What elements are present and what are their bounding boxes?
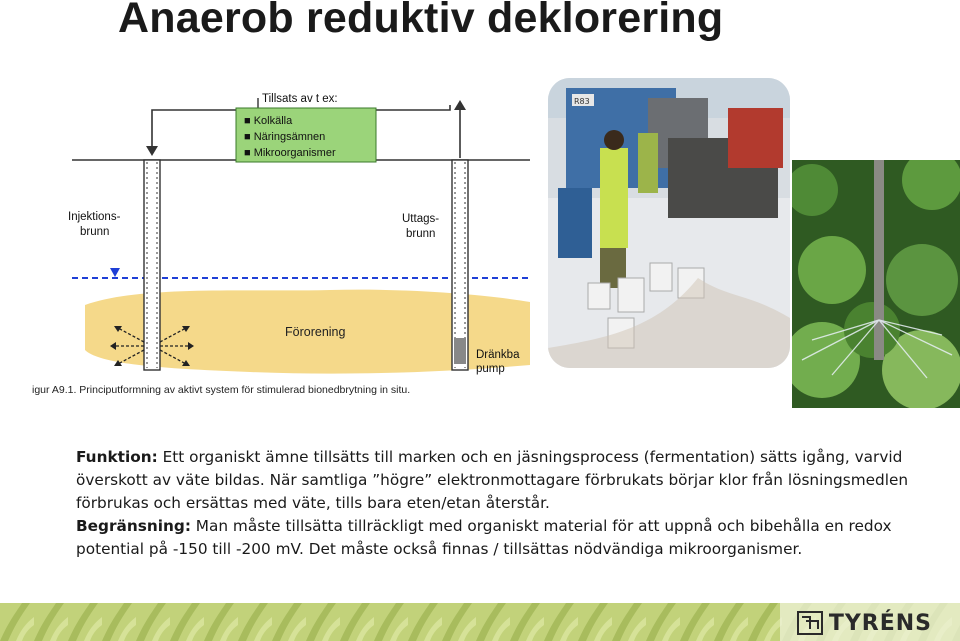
funktion-text: Ett organiskt ämne tillsätts till marken och en jäsningsprocess (fermentation) sätts igång, varvid överskott av väte bildas. När samtliga ”högre” elektronmottagare förbrukats börjar klor från lösningsmedlen förbrukas och ersättas med väte, tills bara eten/etan återstår. — [76, 448, 909, 512]
injection-label-2: brunn — [80, 226, 110, 238]
pump-label-2: pump — [476, 363, 505, 375]
logo-mark-icon — [797, 611, 823, 635]
in-situ-diagram — [30, 80, 540, 405]
injection-label-1: Injektions- — [68, 211, 121, 223]
additive-3: ■ Mikroorganismer — [244, 147, 336, 159]
funktion-paragraph — [76, 446, 936, 515]
injection-well — [144, 160, 160, 370]
extraction-label-1: Uttags- — [402, 213, 440, 225]
page-title: Anaerob reduktiv deklorering — [118, 0, 724, 42]
pump-label-1: Dränkba — [476, 349, 520, 361]
funktion-label: Funktion: — [76, 448, 158, 466]
site-photo — [548, 78, 790, 368]
begransning-paragraph — [76, 515, 936, 561]
company-logo — [797, 609, 932, 637]
logo-text: TYRÉNS — [828, 610, 932, 636]
additive-1: ■ Kolkälla — [244, 115, 293, 127]
body-text — [76, 446, 936, 561]
additive-2: ■ Näringsämnen — [244, 131, 326, 143]
diagram-caption: igur A9.1. Principutformning av aktivt system för stimulerad bionedbrytning in situ. — [32, 384, 411, 396]
contamination-label: Förorening — [285, 325, 346, 339]
extraction-label-2: brunn — [406, 228, 436, 240]
begransning-text: Man måste tillsätta tillräckligt med organiskt material för att uppnå och bibehålla en redox potential på -150 till -200 mV. Det måste också finnas / tillsättas nödvändiga mikroorganismer. — [76, 517, 892, 558]
container-badge: R83 — [574, 97, 590, 106]
begransning-label: Begränsning: — [76, 517, 191, 535]
water-level-marker — [110, 268, 120, 277]
pump — [454, 338, 466, 364]
plant-photo — [792, 160, 960, 408]
additive-header: Tillsats av t ex: — [262, 93, 338, 105]
